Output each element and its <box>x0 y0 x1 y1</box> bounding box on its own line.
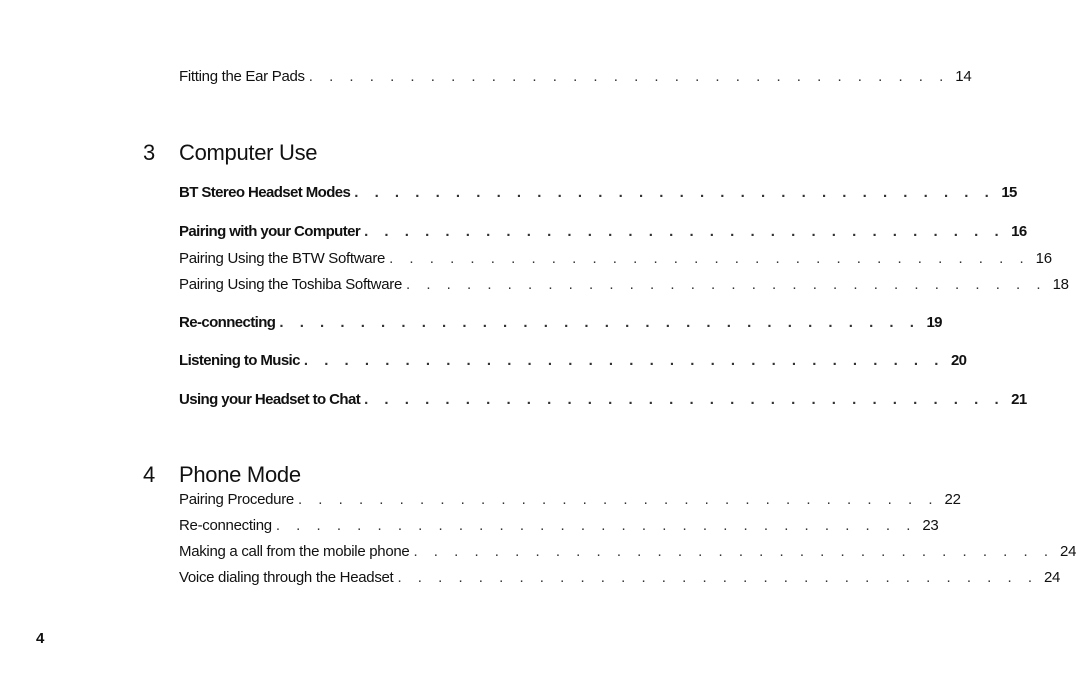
toc-entry-page: 15 <box>1001 184 1017 201</box>
dot-leader: . . . . . . . . . . . . . . . . . . . . . . . . . . . . . . . . <box>364 391 1005 408</box>
toc-entry-re-connecting[interactable] <box>179 314 942 331</box>
toc-entry-page: 21 <box>1011 391 1027 408</box>
toc-entry-bt-stereo-headset-modes[interactable] <box>179 184 1017 201</box>
toc-entry-title: Pairing Using the BTW Software <box>179 250 386 267</box>
page-number: 4 <box>36 630 45 647</box>
toc-entry-page: 20 <box>950 352 967 369</box>
toc-entry-page: 18 <box>1052 276 1069 293</box>
toc-entry-using-headset-to-chat[interactable] <box>179 391 1027 408</box>
toc-entry-page: 23 <box>922 517 939 534</box>
toc-entry-making-a-call[interactable] <box>179 543 1076 560</box>
chapter-title: Computer Use <box>179 140 318 165</box>
chapter-heading-4[interactable] <box>143 462 301 488</box>
toc-entry-title: Re-connecting <box>179 517 272 534</box>
dot-leader: . . . . . . . . . . . . . . . . . . . . . . . . . . . . . . . . <box>406 276 1047 293</box>
toc-entry-pairing-toshiba-software[interactable] <box>179 276 1069 293</box>
toc-entry-voice-dialing[interactable] <box>179 569 1061 586</box>
toc-entry-page: 24 <box>1060 543 1076 560</box>
toc-entry-title: BT Stereo Headset Modes <box>179 184 351 201</box>
dot-leader: . . . . . . . . . . . . . . . . . . . . . . . . . . . . . . . . <box>389 250 1030 267</box>
toc-entry-title: Making a call from the mobile phone <box>179 543 410 560</box>
chapter-number: 3 <box>143 140 155 165</box>
dot-leader: . . . . . . . . . . . . . . . . . . . . . . . . . . . . . . . . <box>354 184 995 201</box>
toc-entry-page: 14 <box>955 68 972 85</box>
dot-leader: . . . . . . . . . . . . . . . . . . . . . . . . . . . . . . . . <box>303 352 945 369</box>
dot-leader: . . . . . . . . . . . . . . . . . . . . . . . . . . . . . . . . <box>297 491 939 508</box>
toc-entry-title: Pairing Using the Toshiba Software <box>179 276 402 293</box>
toc-entry-listening-to-music[interactable] <box>179 352 967 369</box>
toc-entry-pairing-with-computer[interactable] <box>179 223 1027 240</box>
dot-leader: . . . . . . . . . . . . . . . . . . . . . . . . . . . . . . . . <box>308 68 950 85</box>
toc-entry-page: 16 <box>1011 223 1027 240</box>
toc-entry-title: Using your Headset to Chat <box>179 391 361 408</box>
chapter-number: 4 <box>143 462 155 487</box>
toc-entry-title: Pairing Procedure <box>179 491 294 508</box>
chapter-heading-3[interactable] <box>143 140 317 166</box>
toc-entry-title: Re-connecting <box>179 314 276 331</box>
toc-entry-phone-re-connecting[interactable] <box>179 517 939 534</box>
toc-entry-title: Pairing with your Computer <box>179 223 361 240</box>
dot-leader: . . . . . . . . . . . . . . . . . . . . . . . . . . . . . . . . <box>413 543 1055 560</box>
chapter-title: Phone Mode <box>179 462 301 487</box>
toc-entry-page: 22 <box>944 491 961 508</box>
toc-entry-title: Voice dialing through the Headset <box>179 569 394 586</box>
dot-leader: . . . . . . . . . . . . . . . . . . . . . . . . . . . . . . . . <box>397 569 1038 586</box>
toc-entry-page: 24 <box>1044 569 1061 586</box>
toc-entry-title: Listening to Music <box>179 352 300 369</box>
toc-entry-page: 19 <box>926 314 942 331</box>
toc-entry-pairing-btw-software[interactable] <box>179 250 1052 267</box>
toc-entry-pairing-procedure[interactable] <box>179 491 961 508</box>
dot-leader: . . . . . . . . . . . . . . . . . . . . . . . . . . . . . . . . <box>279 314 920 331</box>
dot-leader: . . . . . . . . . . . . . . . . . . . . . . . . . . . . . . . . <box>364 223 1005 240</box>
dot-leader: . . . . . . . . . . . . . . . . . . . . . . . . . . . . . . . . <box>275 517 917 534</box>
toc-entry-fitting-ear-pads[interactable] <box>179 68 972 85</box>
toc-entry-title: Fitting the Ear Pads <box>179 68 305 85</box>
toc-entry-page: 16 <box>1035 250 1052 267</box>
